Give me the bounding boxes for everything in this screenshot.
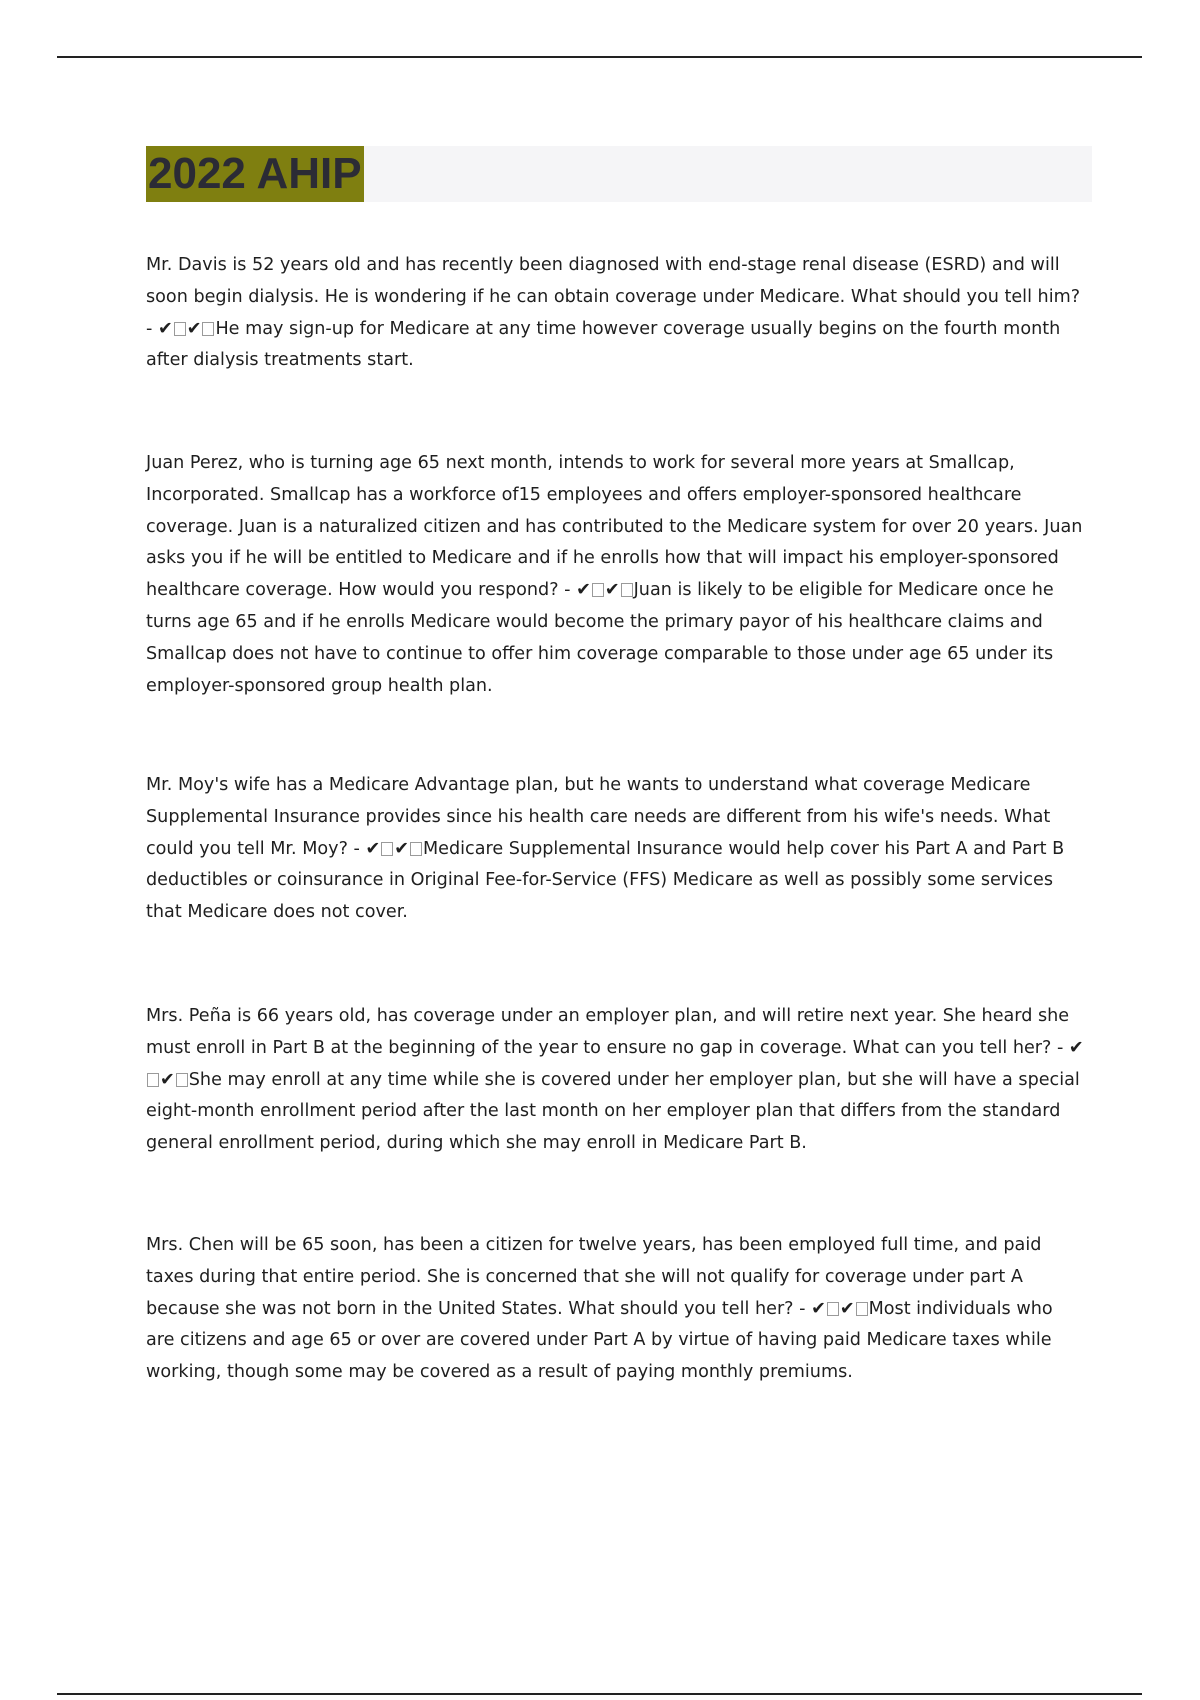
missing-glyph-icon — [592, 583, 604, 597]
check-icon: ✔ — [160, 1069, 175, 1090]
missing-glyph-icon — [174, 322, 186, 336]
question-text: Mrs. Peña is 66 years old, has coverage under an employer plan, and will retire next year. She heard she must enroll in Part B at the beginning of the year to ensure no gap in coverage. What can you tell her? — [146, 1006, 1070, 1058]
check-icon: ✔ — [839, 1298, 855, 1319]
answer-separator: - — [146, 318, 158, 339]
check-icon: ✔ — [157, 318, 173, 339]
qa-item — [146, 1230, 1086, 1389]
check-icon: ✔ — [1068, 1037, 1084, 1058]
missing-glyph-icon — [827, 1302, 839, 1316]
answer-separator: - — [558, 580, 577, 601]
document-title: 2022 AHIP — [148, 149, 362, 198]
check-icon: ✔ — [394, 838, 409, 859]
check-icon: ✔ — [576, 580, 591, 601]
title-highlight — [146, 146, 364, 202]
question-text: Juan Perez, who is turning age 65 next month, intends to work for several more years at Smallcap, Incorporated. Smallcap has a workforce of15 employees and offers employer-sponsored healthcare coverage. Juan is a naturalized citizen and has contributed to the Medicare system for over 20 years. Juan asks you if he will be entitled to Medicare and if he enrolls how that will impact his employer-sponsored healthcare coverage. How would you respond? — [146, 453, 1083, 601]
check-icon: ✔ — [811, 1298, 826, 1319]
missing-glyph-icon — [202, 322, 214, 336]
answer-text: Most individuals who are citizens and age 65 or over are covered under Part A by virtue of having paid Medicare taxes while working, though some may be covered as a result of paying monthly premiums. — [146, 1298, 1053, 1383]
answer-text: She may enroll at any time while she is covered under her employer plan, but she will have a special eight-month enrollment period after the last month on her employer plan that differs from the standard general enrollment period, during which she may enroll in Medicare Part B. — [146, 1069, 1080, 1154]
question-text: Mrs. Chen will be 65 soon, has been a citizen for twelve years, has been employed full time, and paid taxes during that entire period. She is concerned that she will not qualify for coverage under part A because she was not born in the United States. What should you tell her? — [146, 1235, 1042, 1319]
question-text: Mr. Moy's wife has a Medicare Advantage plan, but he wants to understand what coverage Medicare Supplemental Insurance provides since his health care needs are different from his wife's needs. What could you tell Mr. Moy? — [146, 775, 1051, 859]
qa-item — [146, 1001, 1086, 1160]
check-icon: ✔ — [365, 838, 381, 859]
missing-glyph-icon — [147, 1073, 159, 1087]
qa-item — [146, 250, 1086, 377]
answer-text: Juan is likely to be eligible for Medicare once he turns age 65 and if he enrolls Medicare would become the primary payor of his healthcare claims and Smallcap does not have to continue to offer him coverage comparable to those under age 65 under its employer-sponsored group health plan. — [146, 580, 1054, 696]
top-rule — [57, 56, 1142, 58]
missing-glyph-icon — [621, 583, 633, 597]
answer-separator: - — [793, 1298, 812, 1319]
question-text: Mr. Davis is 52 years old and has recently been diagnosed with end-stage renal disease (ESRD) and will soon begin dialysis. He is wondering if he can obtain coverage under Medicare. What should you tell him? — [146, 255, 1081, 307]
qa-item — [146, 770, 1086, 929]
missing-glyph-icon — [856, 1302, 868, 1316]
answer-text: He may sign-up for Medicare at any time however coverage usually begins on the fourth month after dialysis treatments start. — [146, 318, 1061, 371]
answer-text: Medicare Supplemental Insurance would help cover his Part A and Part B deductibles or coinsurance in Original Fee-for-Service (FFS) Medicare as well as possibly some services that Medicare does not cover. — [146, 838, 1065, 923]
answer-separator: - — [1051, 1037, 1069, 1058]
missing-glyph-icon — [381, 842, 393, 856]
missing-glyph-icon — [176, 1073, 188, 1087]
answer-separator: - — [347, 838, 366, 859]
missing-glyph-icon — [410, 842, 422, 856]
check-icon: ✔ — [604, 580, 620, 601]
check-icon: ✔ — [186, 318, 202, 339]
bottom-rule — [57, 1693, 1142, 1695]
qa-item — [146, 448, 1086, 702]
